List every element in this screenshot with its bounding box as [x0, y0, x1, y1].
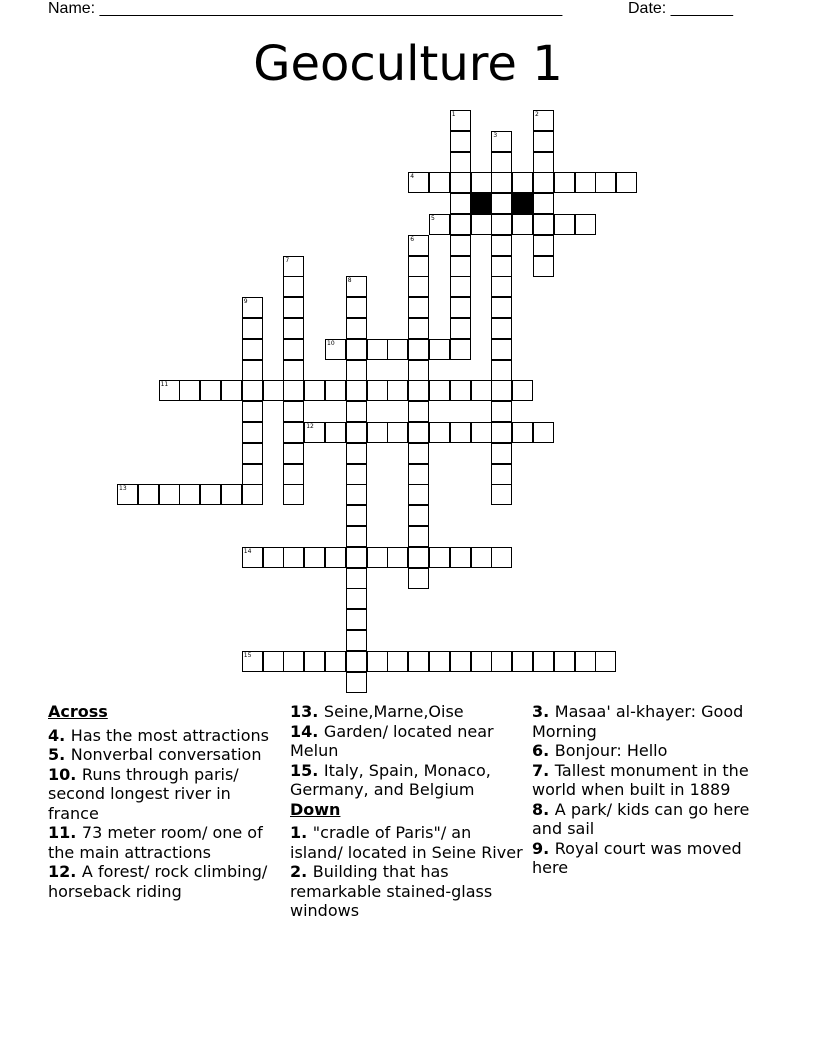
crossword-cell[interactable]	[471, 422, 492, 443]
crossword-cell[interactable]	[429, 214, 450, 235]
crossword-cell[interactable]	[242, 651, 263, 672]
clue-number: 10	[327, 339, 335, 347]
crossword-cell[interactable]	[533, 172, 554, 193]
crossword-cell[interactable]	[159, 380, 180, 401]
crossword-cell[interactable]	[491, 380, 512, 401]
clue-text: Tallest monument in the world when built in 1889	[532, 760, 749, 799]
crossword-cell[interactable]	[512, 651, 533, 672]
crossword-cell[interactable]	[450, 193, 471, 214]
crossword-cell[interactable]	[450, 235, 471, 256]
crossword-cell[interactable]	[491, 360, 512, 381]
crossword-cell[interactable]	[346, 401, 367, 422]
crossword-cell[interactable]	[429, 380, 450, 401]
crossword-cell[interactable]	[533, 110, 554, 131]
crossword-cell[interactable]	[387, 651, 408, 672]
crossword-cell[interactable]	[408, 297, 429, 318]
crossword-cell[interactable]	[242, 443, 263, 464]
crossword-cell[interactable]	[450, 214, 471, 235]
crossword-cell[interactable]	[408, 339, 429, 360]
crossword-cell[interactable]	[533, 235, 554, 256]
crossword-cell[interactable]	[491, 547, 512, 568]
crossword-cell[interactable]	[346, 318, 367, 339]
crossword-cell[interactable]	[408, 484, 429, 505]
crossword-cell[interactable]	[242, 464, 263, 485]
crossword-cell[interactable]	[283, 422, 304, 443]
clue-number: 12.	[48, 862, 82, 881]
crossword-cell[interactable]	[367, 651, 388, 672]
clue-number: 4	[410, 173, 415, 181]
crossword-cell[interactable]	[575, 214, 596, 235]
clue-number: 1	[451, 111, 456, 118]
crossword-cell[interactable]	[450, 256, 471, 277]
crossword-cell[interactable]	[512, 422, 533, 443]
down-clue	[532, 702, 768, 741]
clue-number: 2.	[290, 862, 313, 881]
crossword-cell[interactable]	[242, 547, 263, 568]
crossword-cell[interactable]	[533, 193, 554, 214]
down-clue	[532, 741, 768, 761]
crossword-cell[interactable]	[429, 547, 450, 568]
clue-text: 73 meter room/ one of the main attractions	[48, 823, 263, 862]
clue-text: Nonverbal conversation	[70, 745, 262, 764]
crossword-cell[interactable]	[283, 297, 304, 318]
crossword-cell[interactable]	[200, 484, 221, 505]
clue-number: 3.	[532, 702, 555, 721]
crossword-cell[interactable]	[367, 547, 388, 568]
crossword-cell[interactable]	[346, 505, 367, 526]
across-clue	[290, 761, 526, 800]
crossword-cell[interactable]	[491, 235, 512, 256]
crossword-cell[interactable]	[200, 380, 221, 401]
crossword-cell[interactable]	[491, 464, 512, 485]
crossword-cell[interactable]	[283, 401, 304, 422]
crossword-cell[interactable]	[346, 568, 367, 589]
crossword-cell[interactable]	[491, 484, 512, 505]
clue-number: 13.	[290, 702, 324, 721]
crossword-cell[interactable]	[387, 380, 408, 401]
clue-number: 11.	[48, 823, 82, 842]
crossword-cell[interactable]	[346, 297, 367, 318]
down-clue	[532, 839, 768, 878]
crossword-cell[interactable]	[491, 214, 512, 235]
clues-column-1	[48, 702, 284, 901]
clue-number: 6	[410, 235, 415, 243]
crossword-cell[interactable]	[512, 380, 533, 401]
crossword-cell[interactable]	[242, 318, 263, 339]
clue-number: 10.	[48, 764, 82, 784]
crossword-cell[interactable]	[263, 380, 284, 401]
crossword-cell[interactable]	[491, 152, 512, 173]
across-clue	[48, 823, 284, 862]
crossword-cell[interactable]	[283, 256, 304, 277]
clue-number: 11	[160, 381, 169, 389]
clue-text: Building that has remarkable stained-glass windows	[290, 862, 493, 920]
across-clue	[48, 862, 284, 901]
crossword-cell[interactable]	[429, 172, 450, 193]
crossword-cell[interactable]	[242, 297, 263, 318]
crossword-cell[interactable]	[491, 339, 512, 360]
crossword-cell[interactable]	[159, 484, 180, 505]
crossword-cell[interactable]	[450, 152, 471, 173]
crossword-cell[interactable]	[408, 443, 429, 464]
down-clue	[290, 823, 526, 862]
crossword-cell[interactable]	[346, 464, 367, 485]
crossword-cell[interactable]	[450, 339, 471, 360]
crossword-cell[interactable]	[429, 422, 450, 443]
crossword-cell[interactable]	[429, 339, 450, 360]
crossword-cell[interactable]	[450, 380, 471, 401]
crossword-cell[interactable]	[304, 547, 325, 568]
crossword-cell[interactable]	[408, 651, 429, 672]
crossword-cell[interactable]	[408, 547, 429, 568]
crossword-cell[interactable]	[471, 651, 492, 672]
crossword-cell[interactable]	[471, 547, 492, 568]
across-heading: Across	[48, 702, 108, 721]
crossword-cell[interactable]	[533, 256, 554, 277]
crossword-cell[interactable]	[325, 422, 346, 443]
crossword-cell[interactable]	[325, 547, 346, 568]
clue-text: Royal court was moved here	[532, 838, 742, 877]
crossword-cell[interactable]	[408, 360, 429, 381]
crossword-cell[interactable]	[450, 131, 471, 152]
clue-number: 5	[431, 215, 435, 222]
crossword-cell[interactable]	[491, 422, 512, 443]
down-clue	[290, 862, 526, 921]
crossword-cell[interactable]	[242, 339, 263, 360]
crossword-cell[interactable]	[408, 401, 429, 422]
clue-number: 5.	[48, 745, 71, 764]
crossword-cell[interactable]	[346, 360, 367, 381]
crossword-cell[interactable]	[429, 651, 450, 672]
crossword-cell[interactable]	[554, 214, 575, 235]
crossword-cell[interactable]	[346, 339, 367, 360]
crossword-cell[interactable]	[575, 651, 596, 672]
crossword-cell[interactable]	[367, 339, 388, 360]
crossword-cell[interactable]	[450, 276, 471, 297]
crossword-cell[interactable]	[387, 339, 408, 360]
crossword-cell[interactable]	[533, 131, 554, 152]
crossword-cell[interactable]	[367, 422, 388, 443]
crossword-cell[interactable]	[450, 110, 471, 131]
clues-column-2	[290, 702, 526, 921]
crossword-cell[interactable]	[304, 422, 325, 443]
crossword-cell[interactable]	[304, 651, 325, 672]
crossword-cell[interactable]	[283, 380, 304, 401]
crossword-cell[interactable]	[554, 172, 575, 193]
clues-column-3	[532, 702, 768, 878]
crossword-cell[interactable]	[450, 172, 471, 193]
crossword-cell[interactable]	[346, 588, 367, 609]
name-field-label: Name: ____________________________________________________	[48, 0, 563, 17]
crossword-cell[interactable]	[450, 547, 471, 568]
clue-number: 14	[243, 547, 252, 555]
crossword-cell[interactable]	[533, 152, 554, 173]
clue-number: 12	[306, 423, 314, 430]
crossword-cell[interactable]	[179, 484, 200, 505]
crossword-cell[interactable]	[491, 193, 512, 214]
crossword-cell[interactable]	[595, 172, 616, 193]
across-clue	[48, 726, 284, 746]
crossword-cell[interactable]	[283, 651, 304, 672]
crossword-cell[interactable]	[408, 422, 429, 443]
clue-number: 8	[347, 277, 352, 285]
crossword-cell[interactable]	[325, 380, 346, 401]
clue-number: 7	[285, 256, 290, 264]
crossword-cell[interactable]	[387, 422, 408, 443]
crossword-cell[interactable]	[283, 547, 304, 568]
across-clue	[290, 722, 526, 761]
down-clue	[532, 800, 768, 839]
clue-text: A park/ kids can go here and sail	[532, 799, 750, 838]
across-clue	[48, 765, 284, 824]
clue-number: 9.	[532, 838, 555, 858]
crossword-cell[interactable]	[533, 214, 554, 235]
clue-text: Has the most attractions	[70, 725, 269, 745]
clue-number: 6.	[532, 741, 555, 760]
crossword-cell[interactable]	[346, 422, 367, 443]
crossword-cell[interactable]	[138, 484, 159, 505]
crossword-cell[interactable]	[346, 630, 367, 651]
crossword-cell[interactable]	[533, 651, 554, 672]
clue-text: Masaa' al-khayer: Good Morning	[532, 702, 744, 741]
crossword-cell[interactable]	[491, 651, 512, 672]
clue-number: 13	[119, 485, 127, 493]
down-clue	[532, 761, 768, 800]
crossword-cell[interactable]	[346, 276, 367, 297]
clue-text: "cradle of Paris"/ an island/ located in Seine River	[290, 823, 523, 862]
crossword-cell[interactable]	[263, 547, 284, 568]
clue-text: Seine,Marne,Oise	[323, 702, 464, 721]
crossword-cell[interactable]	[471, 380, 492, 401]
crossword-cell[interactable]	[450, 297, 471, 318]
crossword-cell[interactable]	[575, 172, 596, 193]
crossword-cell[interactable]	[283, 339, 304, 360]
crossword-cell[interactable]	[491, 443, 512, 464]
crossword-cell[interactable]	[408, 318, 429, 339]
crossword-cell[interactable]	[471, 214, 492, 235]
clue-text: Bonjour: Hello	[554, 741, 668, 760]
crossword-cell[interactable]	[387, 547, 408, 568]
crossword-cell[interactable]	[242, 401, 263, 422]
crossword-cell[interactable]	[283, 318, 304, 339]
crossword-cell[interactable]	[450, 318, 471, 339]
crossword-cell[interactable]	[408, 235, 429, 256]
crossword-cell[interactable]	[242, 360, 263, 381]
clue-number: 8.	[532, 799, 555, 819]
clue-number: 1.	[290, 823, 313, 842]
crossword-cell[interactable]	[283, 464, 304, 485]
crossword-cell[interactable]	[471, 172, 492, 193]
crossword-cell[interactable]	[346, 443, 367, 464]
crossword-cell[interactable]	[408, 172, 429, 193]
crossword-cell[interactable]	[367, 380, 388, 401]
crossword-cell[interactable]	[283, 276, 304, 297]
crossword-cell[interactable]	[595, 651, 616, 672]
crossword-cell[interactable]	[491, 256, 512, 277]
crossword-cell[interactable]	[283, 443, 304, 464]
crossword-cell[interactable]	[325, 339, 346, 360]
clue-text: Runs through paris/ second longest river in france	[48, 764, 239, 823]
crossword-cell[interactable]	[616, 172, 637, 193]
crossword-cell[interactable]	[491, 318, 512, 339]
crossword-cell[interactable]	[325, 651, 346, 672]
clue-text: Garden/ located near Melun	[290, 721, 494, 760]
crossword-cell[interactable]	[491, 297, 512, 318]
clue-number: 9	[243, 298, 248, 306]
crossword-cell[interactable]	[283, 360, 304, 381]
clue-number: 2	[535, 111, 539, 118]
across-clue	[48, 745, 284, 765]
crossword-cell[interactable]	[346, 672, 367, 693]
crossword-cell[interactable]	[408, 380, 429, 401]
crossword-cell[interactable]	[450, 422, 471, 443]
crossword-cell[interactable]	[408, 276, 429, 297]
crossword-cell[interactable]	[408, 526, 429, 547]
crossword-cell[interactable]	[346, 547, 367, 568]
crossword-cell[interactable]	[450, 651, 471, 672]
crossword-cell[interactable]	[512, 172, 533, 193]
clue-number: 15.	[290, 760, 324, 780]
crossword-cell[interactable]	[283, 484, 304, 505]
crossword-cell[interactable]	[242, 422, 263, 443]
down-heading: Down	[290, 799, 341, 819]
crossword-cell[interactable]	[491, 401, 512, 422]
across-clue	[290, 702, 526, 722]
black-cell	[512, 193, 533, 214]
crossword-cell[interactable]	[491, 131, 512, 152]
crossword-cell[interactable]	[408, 505, 429, 526]
crossword-cell[interactable]	[346, 651, 367, 672]
crossword-cell[interactable]	[408, 256, 429, 277]
crossword-cell[interactable]	[346, 609, 367, 630]
clue-number: 7.	[532, 760, 555, 780]
puzzle-title: Geoculture 1	[253, 36, 563, 92]
crossword-cell[interactable]	[346, 526, 367, 547]
crossword-cell[interactable]	[346, 380, 367, 401]
crossword-cell[interactable]	[408, 568, 429, 589]
clue-text: Italy, Spain, Monaco, Germany, and Belgium	[290, 760, 491, 799]
clue-number: 4.	[48, 725, 71, 745]
crossword-cell[interactable]	[221, 484, 242, 505]
crossword-cell[interactable]	[117, 484, 138, 505]
date-field-label: Date: _______	[628, 0, 733, 17]
crossword-cell[interactable]	[408, 464, 429, 485]
crossword-cell[interactable]	[554, 651, 575, 672]
crossword-cell[interactable]	[512, 214, 533, 235]
crossword-cell[interactable]	[491, 172, 512, 193]
crossword-cell[interactable]	[533, 422, 554, 443]
crossword-cell[interactable]	[221, 380, 242, 401]
crossword-cell[interactable]	[346, 484, 367, 505]
clue-number: 3	[493, 131, 498, 139]
crossword-cell[interactable]	[263, 651, 284, 672]
clue-number: 14.	[290, 721, 324, 741]
clue-number: 15	[243, 651, 252, 659]
crossword-cell[interactable]	[242, 484, 263, 505]
crossword-cell[interactable]	[304, 380, 325, 401]
clue-text: A forest/ rock climbing/ horseback riding	[48, 862, 268, 901]
crossword-cell[interactable]	[491, 276, 512, 297]
crossword-cell[interactable]	[242, 380, 263, 401]
crossword-cell[interactable]	[179, 380, 200, 401]
black-cell	[471, 193, 492, 214]
